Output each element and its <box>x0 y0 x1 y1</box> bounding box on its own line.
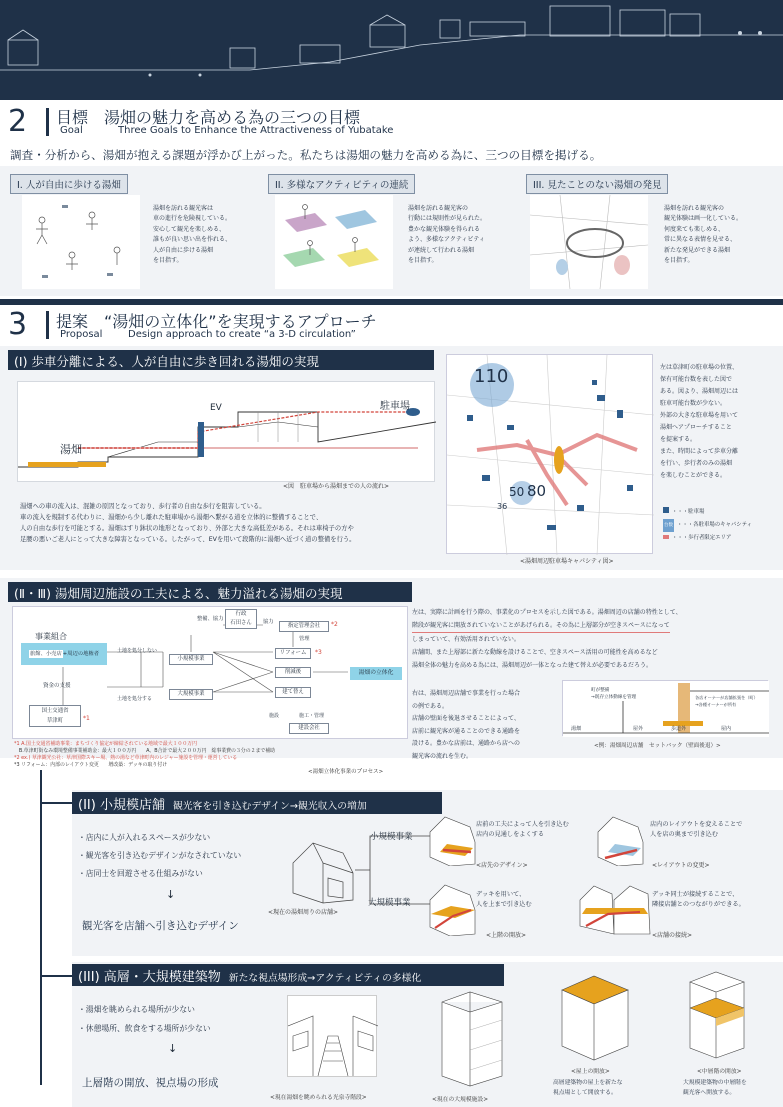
build-label: 施工・管理 <box>299 713 325 719</box>
sect-label-l1: 町が整備 <box>591 688 610 693</box>
process-flow-diagram <box>12 606 408 739</box>
goal-card-1-illustration <box>22 195 140 289</box>
setback-box: 削減後 <box>275 667 311 678</box>
kosenji-stairs-sketch <box>287 995 377 1077</box>
sec2-header: (Ⅱ・Ⅲ) 湯畑周辺施設の工夫による、魅力溢れる湯畑の実現 <box>8 582 412 602</box>
label-parking: 駐車場 <box>380 401 410 412</box>
goal-card-3-illustration <box>530 195 648 289</box>
tree-connector <box>40 770 42 1085</box>
sec1-section-drawing <box>17 381 435 482</box>
goal-card-1-title: I. 人が自由に歩ける湯畑 <box>10 174 128 194</box>
goal-card-2-title: II. 多様なアクティビティの連続 <box>268 174 415 194</box>
design-3-caption: <上階の開放> <box>486 932 527 939</box>
current-shop-caption: <現在の湯畑周りの店舗> <box>268 909 339 916</box>
goal-label-en: Goal <box>60 125 83 136</box>
legend-pedestrian-swatch <box>663 535 669 539</box>
design-4-caption: <店舗の接続> <box>652 932 693 939</box>
small-shop-result: 観光客を店舗へ引き込むデザイン <box>82 920 239 932</box>
note-mark-1: *1 <box>83 715 90 722</box>
flow-caption: <湯畑立体化事業のプロセス> <box>308 769 384 775</box>
layout-change-drawing <box>593 812 645 866</box>
sect-label-r1: 各店オーナーが店舗拡張を（町） <box>695 695 758 700</box>
no-land-label: 土地を処分しない <box>117 648 158 654</box>
tree-branch-2 <box>40 975 72 977</box>
sect-label-indoor: 屋内 <box>721 726 732 732</box>
sect-label-l2: →既存立体動線を管理 <box>591 695 637 700</box>
sect-label-walkway: 歩道外 <box>671 726 687 732</box>
note-mark-2: *2 <box>331 621 338 628</box>
sec2-right-text: 左は、実際に計画を行う際の、事業化のプロセスを示した図である。湯畑周辺の店舗の特性として、 階段が観光客に開放されていないことがあげられる。その為に上層部分が空きスペースになって しまっていて、有効活用されていない。 店舗間、また上層部に新たな動線を設けることで、空きスペース活用の可能性を高めるなど 湯畑全体の魅力を高める為には、湯畑周辺が一体となった建て替えが必要であるだろう。 <box>412 609 682 669</box>
proposal-title-ja: 提案 “湯畑の立体化”を実現するアプローチ <box>56 312 377 331</box>
design-2-caption: <レイアウトの変更> <box>652 862 710 869</box>
map-capacity-36: 36 <box>497 502 508 511</box>
flow-notes: *1 A.国土交通省補助事業：まちづくり協定が締結されている地域で最大１００万円 B.草津町街なみ環境整備事業補助金：最大１００万円 A、B合計で最大２００万円 総事業費の３分の２まで補助 *2 ex.) 草津観光公社：草津国際スキー場、熱の湯など草津町内のレジャー施設を管理・運営している *3 リフォーム：内部のレイアウト変更 増改築：デッキの取り付け <box>14 741 276 768</box>
proposal-divider <box>46 311 49 339</box>
map-capacity-50: 50 <box>509 485 525 499</box>
goal-card-2-text: 湯畑を訪れる観光客の 行動には規則性が見られた。 豊かな観光体験を得られる よう、多様なアクティビティ が連続して行われる湯畑 を目指す。 <box>408 205 487 265</box>
proposal-number: 3 <box>8 307 28 342</box>
coop-label-1: 整備、協力 <box>197 616 224 622</box>
sec1-drawing-caption: <図 駐車場から湯畑までの人の流れ> <box>283 483 390 490</box>
map-capacity-110: 110 <box>474 366 509 387</box>
sect-label-outdoor: 屋外 <box>633 726 644 732</box>
midfloor-text: 大規模建築物の中層階を 観光客へ開放する。 <box>683 1080 747 1096</box>
small-shop-header: (II) 小規模店舗 観光客を引き込むデザイン→観光収入の増加 <box>72 792 442 814</box>
sec1-body: 湯畑への車の流入は、混雑の原因となっており、歩行者の自由な歩行を阻害している。 車の流入を規制する代わりに、湯畑から少し離れた駐車場から湯畑へ繋がる道を立体的に整備することで、 人の自由な歩行を可能とする。湯畑はすり鉢状の地形となっており、外部と大きな高低差がある。それは車椅子の方や 足腰の悪いご老人にとって大きな障害となっている。したがって、EVを用いて段階的に湯畑へ近づく道の整備を行う。 <box>20 503 356 543</box>
reform-box: リフォーム <box>275 648 311 659</box>
admin-box: 行政 石田さん <box>225 609 257 629</box>
tree-branch-1 <box>40 802 72 804</box>
design-4-text: デッキ同士が接続することで、 隣接店舗とのつながりができる。 <box>652 891 745 909</box>
legend-parking-swatch <box>663 507 669 513</box>
goal-title-en: Three Goals to Enhance the Attractiveness of Yubatake <box>118 125 394 136</box>
midfloor-open-drawing <box>686 968 748 1062</box>
label-yubatake: 湯畑 <box>60 443 82 456</box>
goal-intro: 調査・分析から、湯畑が抱える課題が浮かび上がった。私たちは湯畑の魅力を高める為に、三つの目標を掲げる。 <box>10 148 602 162</box>
shop-connection-drawing <box>578 880 652 936</box>
owner-label: 施設 <box>269 713 280 719</box>
large-project-box: 大規模事業 <box>169 689 213 700</box>
goal-3d-box: 湯畑の立体化 <box>350 667 402 680</box>
midfloor-caption: <中層階の開放> <box>697 1069 742 1075</box>
goal-title-ja: 目標 湯畑の魅力を高める為の三つの目標 <box>56 108 361 127</box>
setback-caption: <例：湯畑周辺店舗 セットバック（壁面後退）> <box>594 743 721 749</box>
current-large-caption: <現在の大規模施設> <box>432 1097 489 1103</box>
kosenji-caption: <現在湯畑を眺められる光泉寺階段> <box>270 1095 367 1101</box>
goal-card-3-text: 湯畑を訪れる観光客の 観光体験は画一化している。 何度来ても楽しめる、 常に異なる表情を見せる、 新たな発見ができる湯畑 を目指す。 <box>664 205 743 265</box>
support-label: 資金の支援 <box>43 683 71 689</box>
map-caption: <湯畑周辺駐車場キャパシティ図> <box>520 558 614 565</box>
section-divider <box>0 299 783 305</box>
note-mark-3: *3 <box>315 649 322 656</box>
org-label: 事業組合 <box>35 632 67 641</box>
goal-card-1-text: 湯畑を訪れる観光客は 車の進行を危険視している。 安心して観光を楽しめる、 誰もが良い思い出を作れる、 人が自由に歩ける湯畑 を目指す。 <box>153 205 232 265</box>
land-label: 土地を処分する <box>117 696 153 702</box>
rooftop-caption: <屋上の開放> <box>571 1069 610 1075</box>
legend-capacity-badge: 台数 <box>663 519 674 532</box>
manage-label: 管理 <box>299 636 310 642</box>
large-building-arrow: ↓ <box>168 1042 178 1055</box>
label-ev: EV <box>210 403 222 413</box>
coop-label-2: 協力 <box>263 619 274 625</box>
label-large-project: 大規模事業 <box>368 898 411 908</box>
org-box: 旅館、小売店+周辺の地権者 <box>21 643 107 665</box>
design-1-text: 店前の工夫によって人を引き込む 店内の見通しをよくする <box>476 821 569 839</box>
proposal-label-en: Proposal <box>60 329 103 340</box>
map-legend: ・・・駐車場 台数 ・・・各駐車場のキャパシティ ・・・歩行者限定エリア <box>664 509 753 541</box>
sect-label-r2: →各種オーナーが所有 <box>695 702 737 707</box>
upper-floor-open-drawing <box>425 880 477 936</box>
large-building-header: (III) 高層・大規模建築物 新たな視点場形成→アクティビティの多様化 <box>72 964 504 986</box>
small-project-box: 小規模事業 <box>169 654 213 665</box>
goal-card-3-title: III. 見たことのない湯畑の発見 <box>526 174 668 194</box>
contractor-box: 建設会社 <box>289 723 329 734</box>
small-shop-arrow: ↓ <box>166 888 176 901</box>
design-1-caption: <店先のデザイン> <box>476 862 528 869</box>
map-capacity-80: 80 <box>527 482 547 500</box>
sec1-header: (Ⅰ) 歩車分離による、人が自由に歩き回れる湯畑の実現 <box>8 350 434 370</box>
large-building-bullets: ・湯畑を眺められる場所が少ない ・休憩場所、飲食をする場所が少ない <box>78 1005 211 1033</box>
shopfront-design-drawing <box>425 812 477 866</box>
rooftop-text: 高層建築物の屋上を新たな 視点場として開放する。 <box>553 1080 623 1096</box>
top-banner <box>0 0 783 100</box>
rebuild-box: 建て替え <box>275 687 311 698</box>
sec2-right-mid-text: 右は、湯畑周辺店舗で事業を行った場合 の例である。 店舗の壁面を後退させることによって、 店前に観光客が通ることのできる通路を 設ける。豊かな店前は、通路から店への 観光客の流れを生む。 <box>412 690 521 760</box>
label-small-project: 小規模事業 <box>370 832 413 842</box>
proposal-title-en: Design approach to create “a 3-D circulation” <box>128 329 356 340</box>
sect-label-yubatake: 湯畑 <box>571 726 582 732</box>
goal-number: 2 <box>8 104 28 139</box>
small-shop-bullets: ・店内に人が入れるスペースが少ない ・観光客を引き込むデザインがなされていない ・店同士を回遊させる仕組みがない <box>78 833 242 878</box>
setback-section-drawing <box>562 680 768 736</box>
large-building-result: 上層階の開放、視点場の形成 <box>82 1077 219 1089</box>
current-large-building-drawing <box>440 980 506 1088</box>
goal-card-2-illustration <box>275 195 393 289</box>
sec1-side-text: 左は草津町の駐車場の位置、 保有可能台数を表した図で ある。図より、湯畑周辺には 駐車可能台数が少ない。 外部の大きな駐車場を用いて 湯畑へアプローチすること を提案する。 また、時間によって歩車分離 を行い、歩行者のみの湯畑 を楽しむことができる。 <box>660 364 739 479</box>
townscape-skyline-drawing <box>0 0 783 100</box>
gov-box: 国土交通省 草津町 <box>29 705 81 727</box>
mgmt-box: 指定管理会社 <box>279 621 329 632</box>
goal-divider <box>46 108 49 136</box>
design-2-text: 店内のレイアウトを変えることで 人を店の奥まで引き込む <box>650 821 743 839</box>
design-3-text: デッキを用いて、 人を上まで引き込む <box>476 891 532 909</box>
rooftop-open-drawing <box>556 972 632 1062</box>
